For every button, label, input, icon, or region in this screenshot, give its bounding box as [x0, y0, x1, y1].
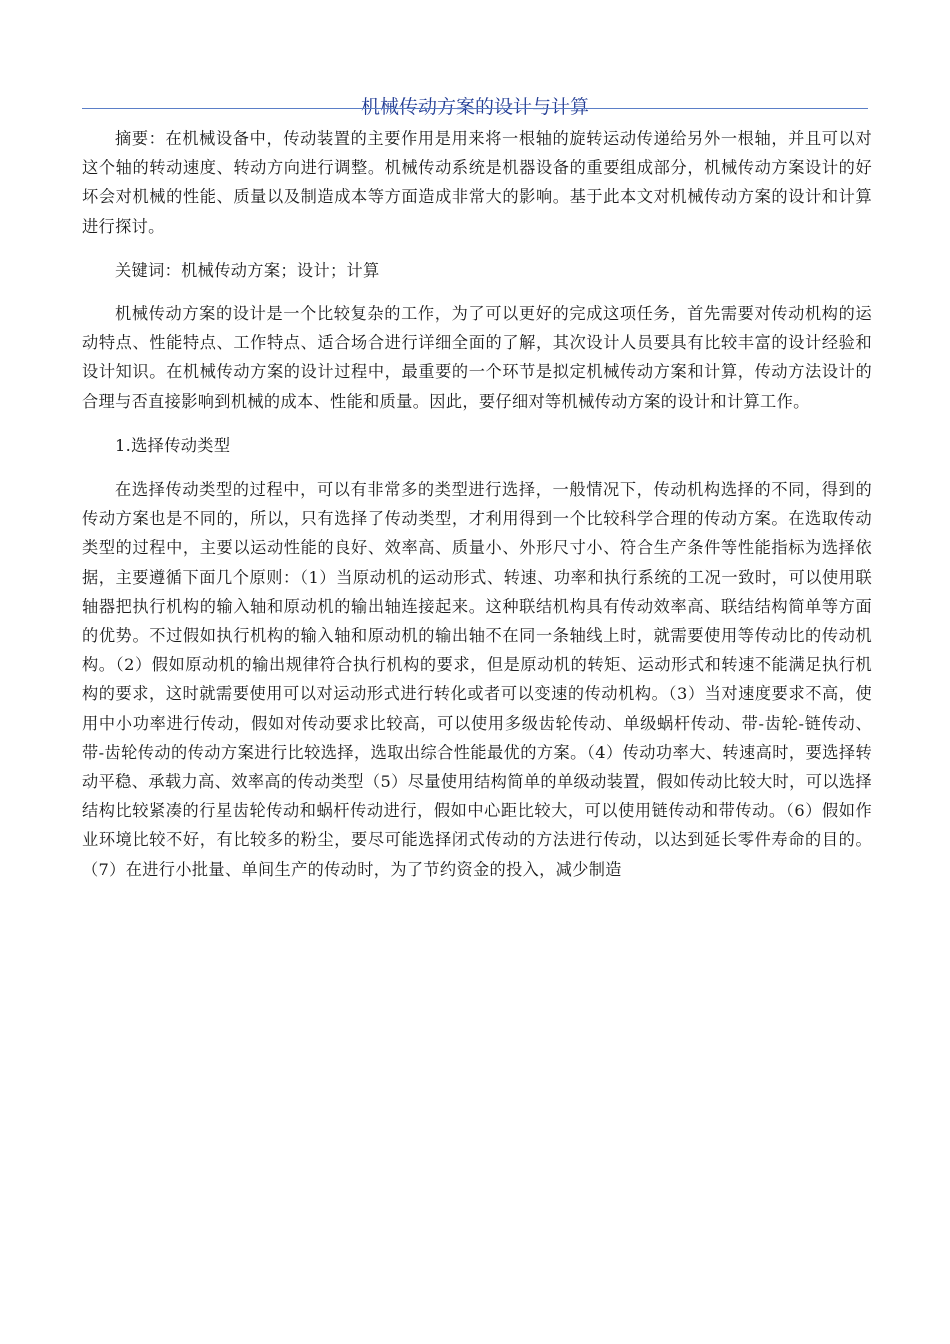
document-title: 机械传动方案的设计与计算	[360, 95, 589, 118]
abstract-paragraph: 摘要：在机械设备中，传动装置的主要作用是用来将一根轴的旋转运动传递给另外一根轴，并且可以对这个轴的转动速度、转动方向进行调整。机械传动系统是机器设备的重要组成部分，机械传动方案设计的好坏会对机械的性能、质量以及制造成本等方面造成非常大的影响。基于此本文对机械传动方案的设计和计算进行探讨。	[82, 129, 872, 236]
document-body	[82, 124, 872, 884]
keywords-line: 关键词：机械传动方案；设计；计算	[115, 260, 380, 280]
section-heading: 1.选择传动类型	[115, 435, 231, 455]
section-paragraph: 在选择传动类型的过程中，可以有非常多的类型进行选择，一般情况下，传动机构选择的不同，得到的传动方案也是不同的，所以，只有选择了传动类型，才利用得到一个比较科学合理的传动方案。在选取传动类型的过程中，主要以运动性能的良好、效率高、质量小、外形尺寸小、符合生产条件等性能指标为选择依据，主要遵循下面几个原则：（1）当原动机的运动形式、转速、功率和执行系统的工况一致时，可以使用联轴器把执行机构的输入轴和原动机的输出轴连接起来。这种联结机构具有传动效率高、联结结构简单等方面的优势。不过假如执行机构的输入轴和原动机的输出轴不在同一条轴线上时，就需要使用等传动比的传动机构。（2）假如原动机的输出规律符合执行机构的要求，但是原动机的转矩、运动形式和转速不能满足执行机构的要求，这时就需要使用可以对运动形式进行转化或者可以变速的传动机构。（3）当对速度要求不高，使用中小功率进行传动，假如对传动要求比较高，可以使用多级齿轮传动、单级蜗杆传动、带-齿轮-链传动、带-齿轮传动的传动方案进行比较选择，选取出综合性能最优的方案。（4）传动功率大、转速高时，要选择转动平稳、承载力高、效率高的传动类型（5）尽量使用结构简单的单级动装置，假如传动比较大时，可以选择结构比较紧凑的行星齿轮传动和蜗杆传动进行，假如中心距比较大，可以使用链传动和带传动。（6）假如作业环境比较不好，有比较多的粉尘，要尽可能选择闭式传动的方法进行传动，以达到延长零件寿命的目的。（7）在进行小批量、单间生产的传动时，为了节约资金的投入，减少制造	[82, 480, 872, 879]
intro-paragraph: 机械传动方案的设计是一个比较复杂的工作，为了可以更好的完成这项任务，首先需要对传动机构的运动特点、性能特点、工作特点、适合场合进行详细全面的了解，其次设计人员要具有比较丰富的设计经验和设计知识。在机械传动方案的设计过程中，最重要的一个环节是拟定机械传动方案和计算，传动方法设计的合理与否直接影响到机械的成本、性能和质量。因此，要仔细对等机械传动方案的设计和计算工作。	[82, 304, 872, 411]
title-divider	[82, 108, 868, 109]
